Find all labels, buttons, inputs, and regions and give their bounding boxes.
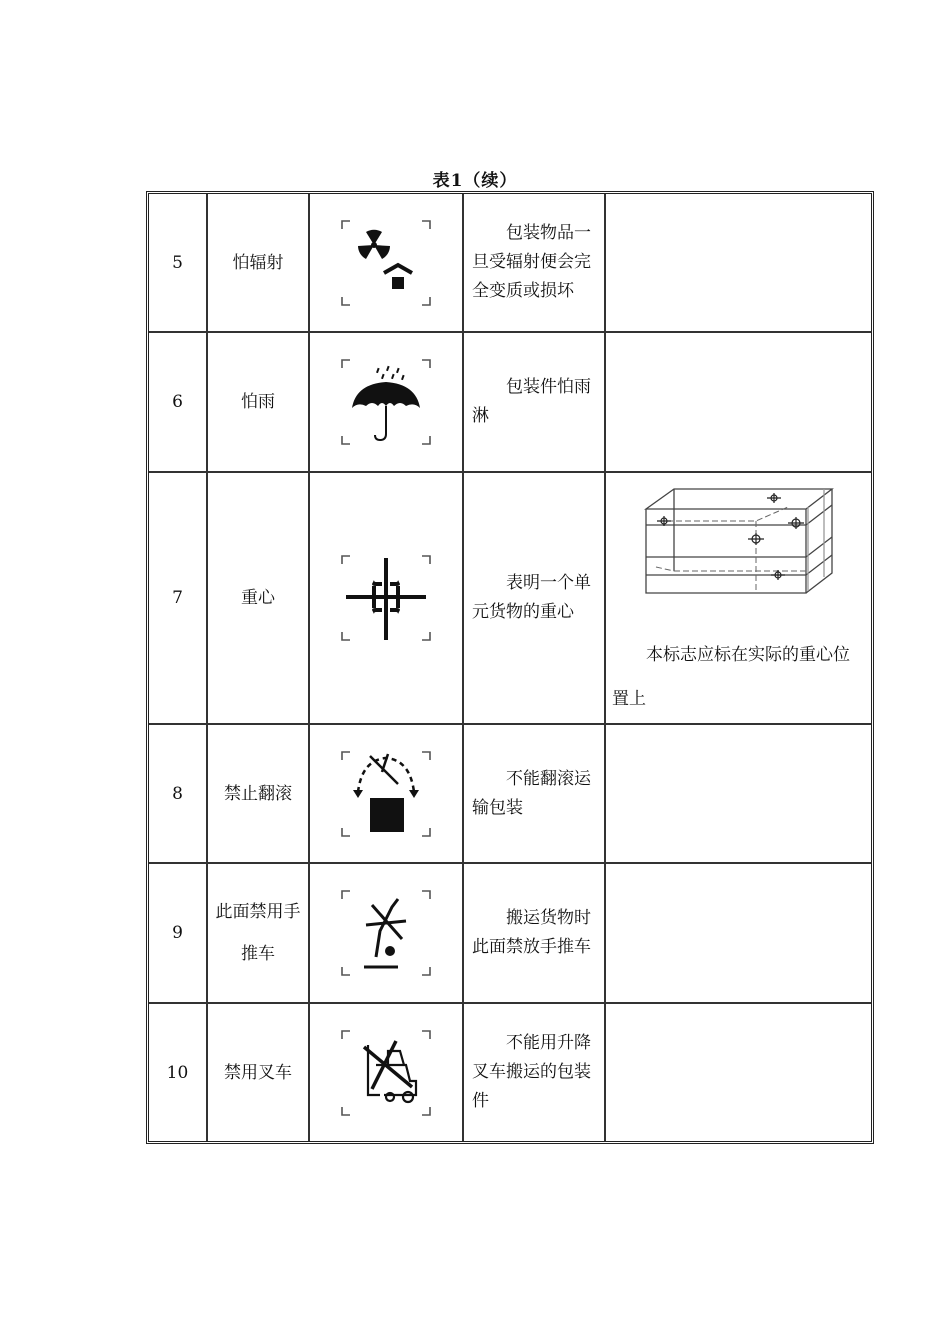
row-name: 禁用叉车 [208, 1004, 310, 1141]
row-description: 搬运货物时此面禁放手推车 [464, 864, 606, 1002]
symbol-cell [310, 725, 464, 862]
row-name: 怕辐射 [208, 194, 310, 331]
table-row [149, 194, 871, 333]
row-note [606, 725, 871, 862]
radiation-icon [336, 215, 436, 311]
symbol-cell [310, 473, 464, 723]
row-note [606, 864, 871, 1002]
row-number: 6 [149, 333, 208, 471]
row-description: 表明一个单元货物的重心 [464, 473, 606, 723]
row-description: 包装件怕雨淋 [464, 333, 606, 471]
row-name: 此面禁用手推车 [208, 864, 310, 1002]
row-note [606, 333, 871, 471]
row-name: 怕雨 [208, 333, 310, 471]
row-description: 不能用升降叉车搬运的包装件 [464, 1004, 606, 1141]
no-forklift-icon [336, 1025, 436, 1121]
center-of-gravity-icon [336, 550, 436, 646]
crate-diagram-image [638, 481, 838, 603]
symbol-cell [310, 194, 464, 331]
marking-table [146, 191, 874, 1144]
no-hand-truck-icon [336, 885, 436, 981]
table-caption: 表1（续） [432, 171, 518, 191]
row-note [606, 1004, 871, 1141]
row-number: 8 [149, 725, 208, 862]
umbrella-rain-icon [336, 354, 436, 450]
row-note-text: 本标志应标在实际的重心位置上 [612, 645, 850, 709]
row-number: 10 [149, 1004, 208, 1141]
table-row [149, 473, 871, 725]
table-row [149, 864, 871, 1004]
table-row [149, 333, 871, 473]
symbol-cell [310, 1004, 464, 1141]
row-number: 9 [149, 864, 208, 1002]
table-row [149, 725, 871, 864]
symbol-cell [310, 333, 464, 471]
row-note [606, 473, 871, 723]
row-number: 5 [149, 194, 208, 331]
row-description: 不能翻滚运输包装 [464, 725, 606, 862]
row-name: 禁止翻滚 [208, 725, 310, 862]
table-row [149, 1004, 871, 1141]
row-number: 7 [149, 473, 208, 723]
row-name: 重心 [208, 473, 310, 723]
no-rolling-icon [336, 746, 436, 842]
row-note [606, 194, 871, 331]
symbol-cell [310, 864, 464, 1002]
row-description: 包装物品一旦受辐射便会完全变质或损坏 [464, 194, 606, 331]
